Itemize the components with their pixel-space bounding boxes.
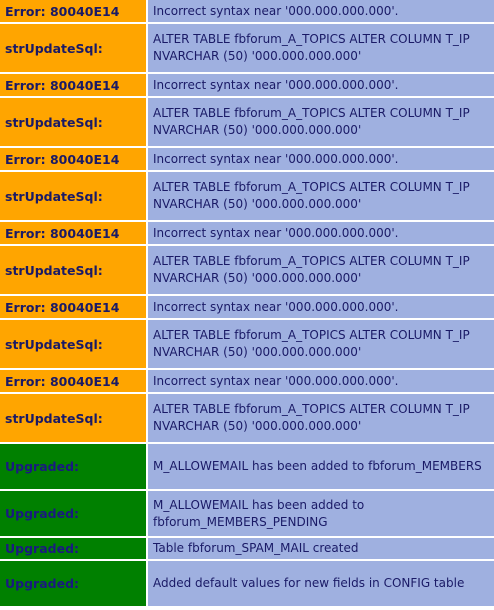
sql-statement-text: ALTER TABLE fbforum_A_TOPICS ALTER COLUMN T_IP NVARCHAR (50) '000.000.000.000' xyxy=(148,24,494,74)
upgrade-message: Table fbforum_SPAM_MAIL created xyxy=(148,538,494,561)
log-row xyxy=(0,320,494,370)
upgrade-message: Added default values for new fields in CONFIG table xyxy=(148,561,494,608)
error-code-label: Error: 80040E14 xyxy=(0,370,148,394)
upgraded-label: Upgraded: xyxy=(0,491,148,538)
sql-statement-text: ALTER TABLE fbforum_A_TOPICS ALTER COLUMN T_IP NVARCHAR (50) '000.000.000.000' xyxy=(148,394,494,444)
log-row xyxy=(0,172,494,222)
log-row xyxy=(0,148,494,172)
error-message: Incorrect syntax near '000.000.000.000'. xyxy=(148,148,494,172)
sql-statement-text: ALTER TABLE fbforum_A_TOPICS ALTER COLUMN T_IP NVARCHAR (50) '000.000.000.000' xyxy=(148,246,494,296)
sql-statement-label: strUpdateSql: xyxy=(0,24,148,74)
error-code-label: Error: 80040E14 xyxy=(0,148,148,172)
sql-statement-label: strUpdateSql: xyxy=(0,246,148,296)
error-code-label: Error: 80040E14 xyxy=(0,222,148,246)
log-row xyxy=(0,246,494,296)
sql-statement-text: ALTER TABLE fbforum_A_TOPICS ALTER COLUMN T_IP NVARCHAR (50) '000.000.000.000' xyxy=(148,320,494,370)
log-row xyxy=(0,0,494,24)
error-code-label: Error: 80040E14 xyxy=(0,0,148,24)
log-row xyxy=(0,538,494,561)
log-row xyxy=(0,444,494,491)
sql-statement-label: strUpdateSql: xyxy=(0,172,148,222)
error-message: Incorrect syntax near '000.000.000.000'. xyxy=(148,296,494,320)
upgraded-label: Upgraded: xyxy=(0,538,148,561)
log-row xyxy=(0,222,494,246)
error-message: Incorrect syntax near '000.000.000.000'. xyxy=(148,0,494,24)
log-row xyxy=(0,370,494,394)
log-row xyxy=(0,24,494,74)
error-code-label: Error: 80040E14 xyxy=(0,296,148,320)
error-message: Incorrect syntax near '000.000.000.000'. xyxy=(148,222,494,246)
log-row xyxy=(0,491,494,538)
upgrade-message: M_ALLOWEMAIL has been added to fbforum_MEMBERS_PENDING xyxy=(148,491,494,538)
sql-statement-text: ALTER TABLE fbforum_A_TOPICS ALTER COLUMN T_IP NVARCHAR (50) '000.000.000.000' xyxy=(148,98,494,148)
upgraded-label: Upgraded: xyxy=(0,561,148,608)
error-message: Incorrect syntax near '000.000.000.000'. xyxy=(148,370,494,394)
error-message: Incorrect syntax near '000.000.000.000'. xyxy=(148,74,494,98)
log-row xyxy=(0,394,494,444)
sql-statement-label: strUpdateSql: xyxy=(0,98,148,148)
sql-statement-label: strUpdateSql: xyxy=(0,394,148,444)
sql-statement-text: ALTER TABLE fbforum_A_TOPICS ALTER COLUMN T_IP NVARCHAR (50) '000.000.000.000' xyxy=(148,172,494,222)
sql-statement-label: strUpdateSql: xyxy=(0,320,148,370)
log-row xyxy=(0,98,494,148)
upgrade-message: M_ALLOWEMAIL has been added to fbforum_MEMBERS xyxy=(148,444,494,491)
upgraded-label: Upgraded: xyxy=(0,444,148,491)
error-code-label: Error: 80040E14 xyxy=(0,74,148,98)
log-row xyxy=(0,561,494,608)
log-row xyxy=(0,74,494,98)
log-row xyxy=(0,296,494,320)
